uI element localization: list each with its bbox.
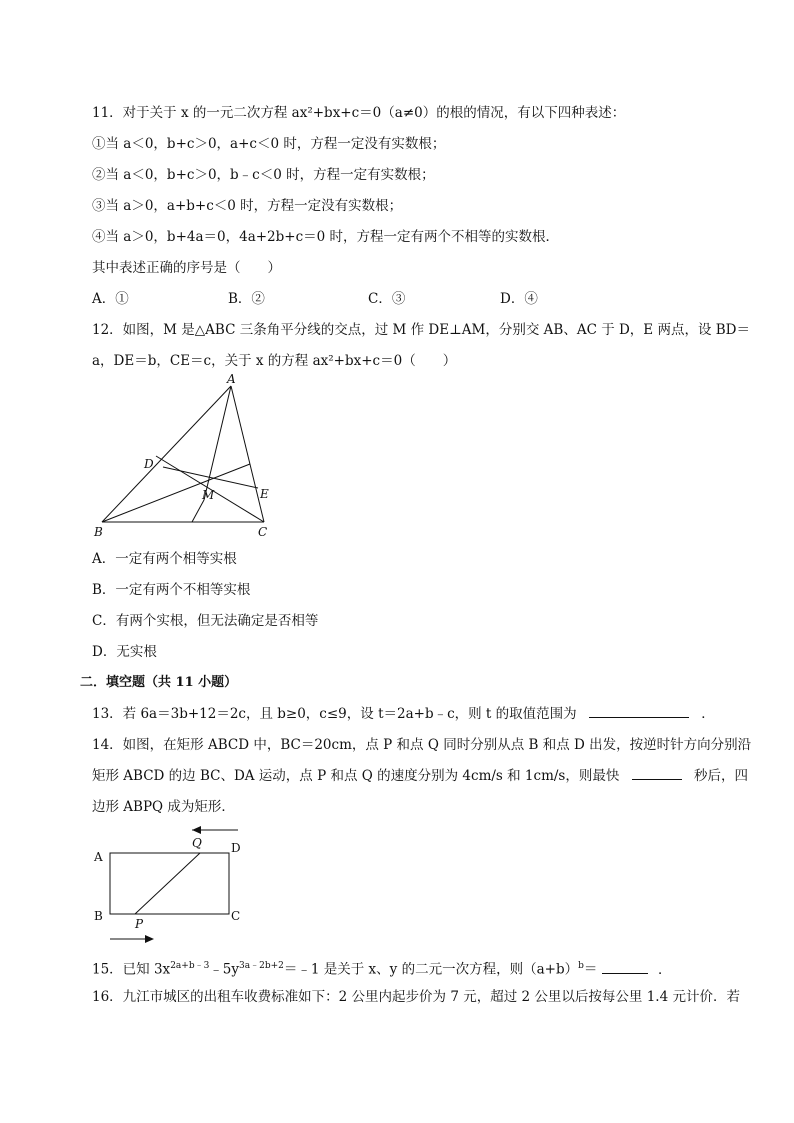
q12-triangle-figure — [88, 372, 288, 544]
q15-end: ． — [657, 961, 672, 978]
q11-statement-3: ③当 a＞0，a+b+c＜0 时，方程一定没有实数根； — [92, 198, 403, 214]
q11-option-c[interactable]: C．③ — [368, 291, 406, 307]
label-b: B — [94, 525, 103, 539]
q15-exp1: 2a+b﹣3 — [170, 961, 210, 971]
q13-line — [92, 705, 715, 723]
q14-line2 — [92, 767, 748, 785]
label-c: C — [231, 909, 241, 923]
q15-line — [92, 957, 671, 979]
label-d: D — [231, 841, 241, 855]
q15-eq: ＝ — [583, 961, 598, 978]
q15-post: ＝﹣1 是关于 x、y 的二元一次方程，则（a+b） — [283, 961, 579, 978]
label-a: A — [227, 372, 236, 386]
q12-option-a[interactable]: A．一定有两个相等实根 — [92, 551, 237, 567]
label-e: E — [260, 487, 269, 501]
arrow-p-head — [145, 935, 154, 943]
q12-stem-line1: 12．如图，M 是△ABC 三条角平分线的交点，过 M 作 DE⊥AM，分别交 AB、AC 于 D，E 两点，设 BD＝ — [92, 322, 750, 338]
q15-mid: ﹣5y — [209, 961, 240, 978]
q12-option-b[interactable]: B．一定有两个不相等实根 — [92, 582, 251, 598]
q11-options — [92, 290, 692, 308]
q15-exp3: b — [578, 961, 584, 971]
q15-answer-blank[interactable] — [602, 961, 648, 974]
label-m: M — [202, 488, 215, 502]
q15-pre: 15．已知 3x — [92, 961, 171, 978]
bisector-a — [204, 386, 231, 500]
q13-end: ． — [701, 706, 715, 722]
label-p: P — [135, 917, 144, 931]
q14-line2-text: 矩形 ABCD 的边 BC、DA 运动，点 P 和点 Q 的速度分别为 4cm/s 和 1cm/s，则最快 — [92, 768, 620, 784]
q14-line3: 边形 ABPQ 成为矩形． — [92, 799, 235, 815]
q12-option-c[interactable]: C．有两个实根，但无法确定是否相等 — [92, 613, 319, 629]
q14-answer-blank[interactable] — [632, 767, 682, 780]
q16-line1: 16．九江市城区的出租车收费标准如下：2 公里内起步价为 7 元，超过 2 公里以后按每公里 1.4 元计价．若 — [92, 989, 740, 1005]
segment-pq — [135, 853, 200, 914]
q11-option-a[interactable]: A．① — [92, 291, 129, 307]
segment-de — [163, 467, 258, 488]
label-d: D — [144, 457, 154, 471]
q11-option-b[interactable]: B．② — [228, 291, 265, 307]
q11-statement-4: ④当 a＞0，b+4a＝0，4a+2b+c＝0 时，方程一定有两个不相等的实数根． — [92, 229, 560, 245]
q11-statement-1: ①当 a＜0，b+c＞0，a+c＜0 时，方程一定没有实数根； — [92, 136, 446, 152]
q13-text: 13．若 6a＝3b+12＝2c，且 b≥0，c≤9，设 t＝2a+b﹣c，则 t 的取值范围为 — [92, 706, 577, 722]
q12-stem-line2: a，DE＝b，CE＝c，关于 x 的方程 ax²+bx+c＝0（ ） — [92, 353, 457, 369]
q14-line1: 14．如图，在矩形 ABCD 中，BC＝20cm，点 P 和点 Q 同时分别从点 B 和点 D 出发，按逆时针方向分别沿 — [92, 737, 752, 753]
segment-m-bc — [192, 500, 204, 522]
q11-option-d[interactable]: D．④ — [500, 291, 538, 307]
q13-answer-blank[interactable] — [589, 705, 689, 718]
q11-ask: 其中表述正确的序号是（ ） — [92, 260, 281, 276]
q14-rectangle-figure — [88, 822, 258, 946]
rectangle-abcd — [110, 853, 229, 914]
q11-statement-2: ②当 a＜0，b+c＞0，b﹣c＜0 时，方程一定有实数根； — [92, 167, 435, 183]
q14-line2-end: 秒后，四 — [693, 768, 748, 784]
label-q: Q — [192, 836, 202, 850]
q11-stem: 11．对于关于 x 的一元二次方程 ax²+bx+c＝0（a≠0）的根的情况，有以下四种表述： — [92, 105, 626, 121]
side-ac — [231, 386, 264, 522]
q15-exp2: 3a﹣2b+2 — [239, 961, 284, 971]
label-b: B — [94, 909, 103, 923]
label-c: C — [258, 525, 268, 539]
section-fill-in-title: 二．填空题（共 11 小题） — [80, 675, 238, 690]
arrow-q-head — [192, 826, 201, 834]
q12-option-d[interactable]: D．无实根 — [92, 644, 157, 660]
bisector-b — [102, 464, 250, 522]
label-a: A — [94, 850, 103, 864]
